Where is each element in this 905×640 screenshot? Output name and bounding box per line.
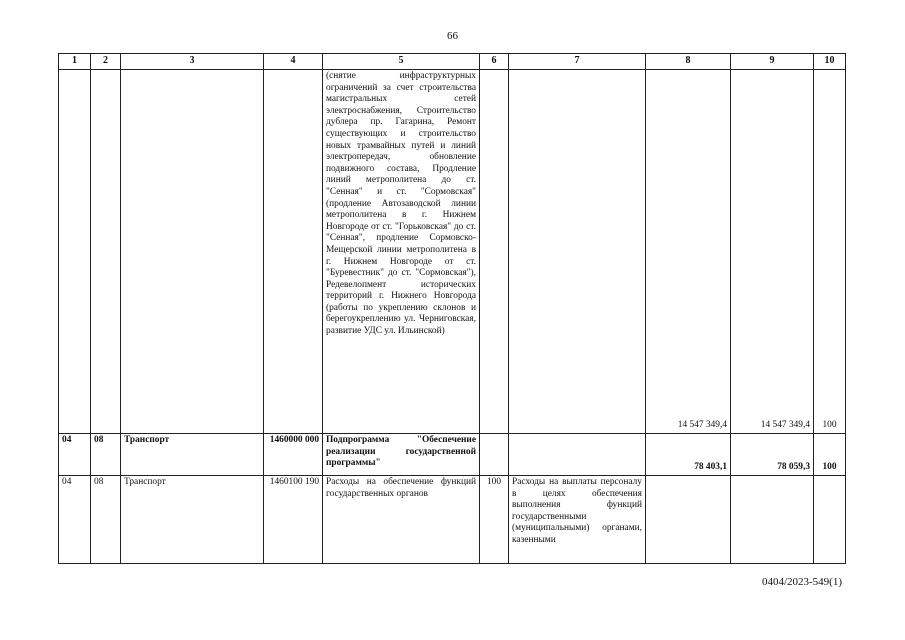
cell-name	[121, 70, 264, 434]
table-row	[59, 434, 846, 476]
cell-expense-description	[509, 70, 646, 434]
cell-code	[264, 70, 323, 434]
cell-name: Транспорт	[121, 476, 264, 564]
table-row	[59, 70, 846, 434]
table-row	[59, 476, 846, 564]
column-header: 1	[59, 54, 91, 70]
cell-percent: 100	[814, 434, 846, 476]
cell-description: Подпрограмма "Обеспечение реализации государственной программы"	[323, 434, 480, 476]
cell-subsection	[91, 70, 121, 434]
column-header: 10	[814, 54, 846, 70]
cell-planned: 14 547 349,4	[646, 70, 731, 434]
cell-percent: 100	[814, 70, 846, 434]
column-header: 8	[646, 54, 731, 70]
cell-percent	[814, 476, 846, 564]
column-header: 6	[480, 54, 509, 70]
cell-subsection: 08	[91, 434, 121, 476]
cell-planned	[646, 476, 731, 564]
cell-planned: 78 403,1	[646, 434, 731, 476]
cell-code: 1460000 000	[264, 434, 323, 476]
cell-section: 04	[59, 434, 91, 476]
column-header: 7	[509, 54, 646, 70]
cell-executed: 14 547 349,4	[731, 70, 814, 434]
cell-executed	[731, 476, 814, 564]
cell-expense-description: Расходы на выплаты персоналу в целях обеспечения выполнения функций государственными (муниципальными) органами, казенными	[509, 476, 646, 564]
page-number: 66	[447, 30, 458, 42]
cell-executed: 78 059,3	[731, 434, 814, 476]
document-id: 0404/2023-549(1)	[761, 576, 842, 588]
cell-description: (снятие инфраструктурных ограничений за счет строительства магистральных сетей электроснабжения, Строительство дублера пр. Гагарина, Ремонт существующих и строительство новых трамвайных путей и линий электропередач, обновление подвижного состава, Продление линий метрополитена до ст. "Сенная" и ст. "Сормовская" (продление Автозаводской линии метрополитена в г. Нижнем Новгороде от ст. "Горьковская" до ст. "Сенная", продление Сормовско-Мещерской линии метрополитена в г. Нижнем Новгороде от ст. "Буревестник" до ст. "Сормовская"), Редевелопмент исторических территорий г. Нижнего Новгорода (работы по укреплению склонов и берегоукреплению ул. Черниговская, развитие УДС ул. Ильинской)	[323, 70, 480, 434]
cell-expense-type	[480, 70, 509, 434]
cell-expense-type: 100	[480, 476, 509, 564]
column-header: 9	[731, 54, 814, 70]
cell-section: 04	[59, 476, 91, 564]
cell-code: 1460100 190	[264, 476, 323, 564]
column-header: 5	[323, 54, 480, 70]
cell-expense-description	[509, 434, 646, 476]
budget-table	[58, 53, 846, 564]
column-header: 4	[264, 54, 323, 70]
column-header: 2	[91, 54, 121, 70]
cell-expense-type	[480, 434, 509, 476]
cell-description: Расходы на обеспечение функций государственных органов	[323, 476, 480, 564]
column-header: 3	[121, 54, 264, 70]
table-header-row	[59, 54, 846, 70]
cell-name: Транспорт	[121, 434, 264, 476]
cell-section	[59, 70, 91, 434]
cell-subsection: 08	[91, 476, 121, 564]
